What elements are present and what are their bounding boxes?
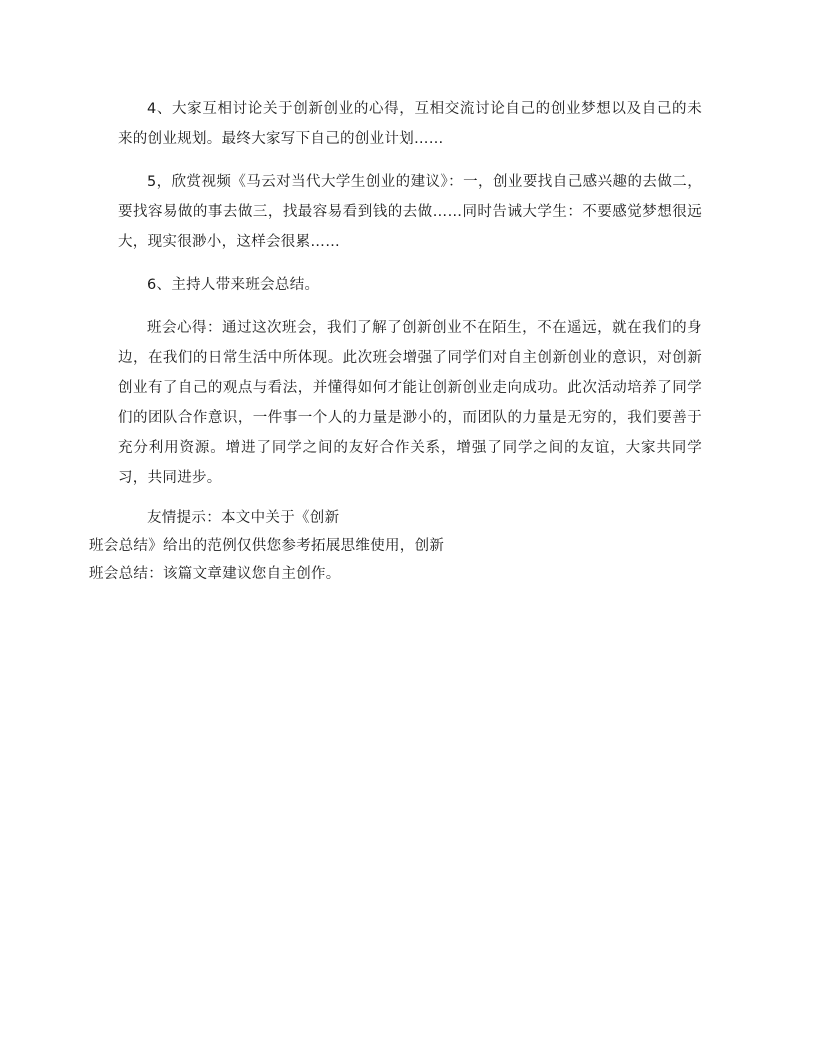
paragraph-video: 5，欣赏视频《马云对当代大学生创业的建议》：一，创业要找自己感兴趣的去做二，要找容易做的事去做三，找最容易看到钱的去做……同时告诫大学生：不要感觉梦想很远大，现实很渺小，这样会很累…… <box>118 174 702 250</box>
friendly-tip <box>89 504 702 588</box>
paragraph-discussion: 4、大家互相讨论关于创新创业的心得，互相交流讨论自己的创业梦想以及自己的未来的创业规划。最终大家写下自己的创业计划…… <box>118 101 702 147</box>
document-body <box>89 94 702 588</box>
paragraph-reflection: 班会心得：通过这次班会，我们了解了创新创业不在陌生，不在遥远，就在我们的身边，在我们的日常生活中所体现。此次班会增强了同学们对自主创新创业的意识，对创新创业有了自己的观点与看法，并懂得如何才能让创新创业走向成功。此次活动培养了同学们的团队合作意识，一件事一个人的力量是渺小的，而团队的力量是无穷的，我们要善于充分利用资源。增进了同学之间的友好合作关系，增强了同学之间的友谊，大家共同学习，共同进步。 <box>118 320 702 486</box>
tip-line-2: 班会总结》给出的范例仅供您参考拓展思维使用，创新 <box>89 538 445 554</box>
tip-line-3: 班会总结：该篇文章建议您自主创作。 <box>89 566 341 582</box>
tip-line-1: 友情提示：本文中关于《创新 <box>147 510 340 526</box>
paragraph-summary: 6、主持人带来班会总结。 <box>147 277 320 293</box>
